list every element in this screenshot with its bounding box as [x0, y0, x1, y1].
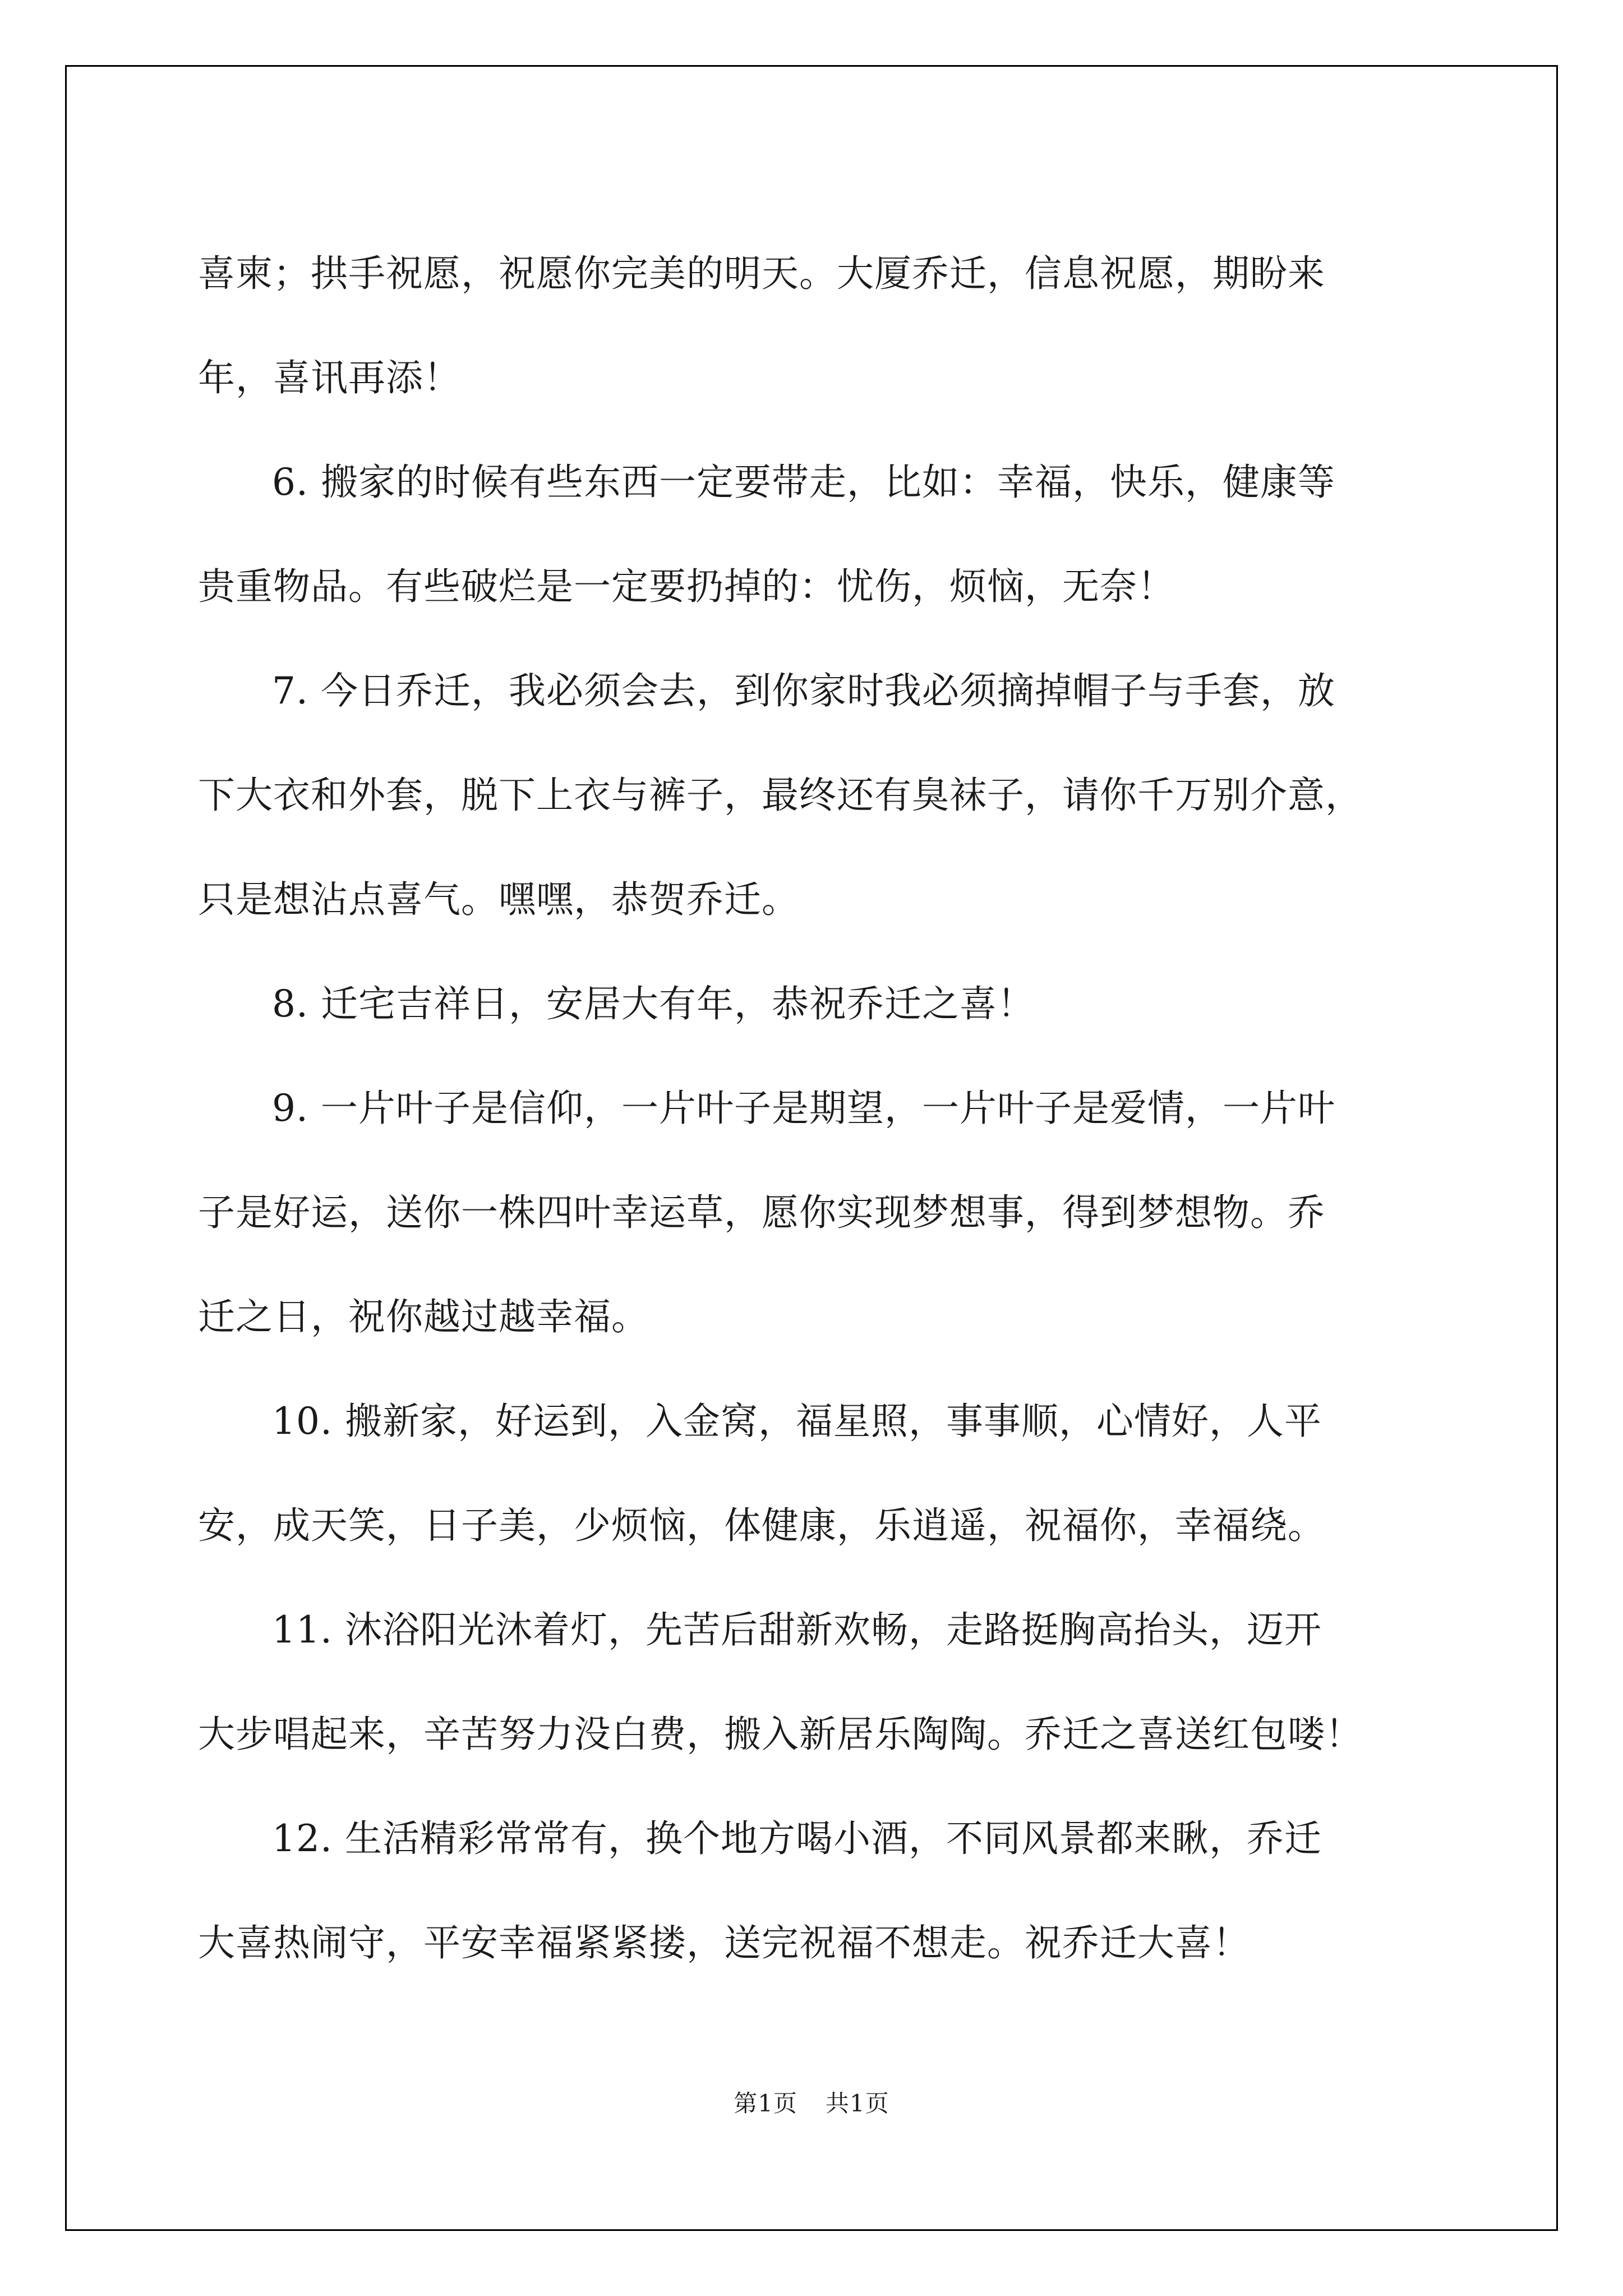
text-line: 6. 搬家的时候有些东西一定要带走，比如：幸福，快乐，健康等 — [272, 461, 1335, 504]
text-line: 11. 沐浴阳光沐着灯，先苦后甜新欢畅，走路挺胸高抬头，迈开 — [272, 1608, 1322, 1651]
text-line: 安，成天笑，日子美，少烦恼，体健康，乐逍遥，祝福你，幸福绕。 — [198, 1504, 1325, 1547]
text-line: 12. 生活精彩常常有，换个地方喝小酒，不同风景都来瞅，乔迁 — [272, 1817, 1322, 1860]
text-line: 9. 一片叶子是信仰，一片叶子是期望，一片叶子是爱情，一片叶 — [272, 1087, 1335, 1130]
text-line: 喜柬；拱手祝愿，祝愿你完美的明天。大厦乔迁，信息祝愿，期盼来 — [198, 252, 1325, 295]
text-line: 7. 今日乔迁，我必须会去，到你家时我必须摘掉帽子与手套，放 — [272, 669, 1335, 712]
paragraph-item-6 — [198, 430, 1432, 639]
paragraph-item-12 — [198, 1787, 1432, 1995]
paragraph-item-8 — [198, 952, 1432, 1056]
paragraph-continuation — [198, 222, 1432, 430]
text-line: 贵重物品。有些破烂是一定要扔掉的：忧伤，烦恼，无奈！ — [198, 565, 1175, 608]
paragraph-item-7 — [198, 639, 1432, 952]
page-total: 共1页 — [826, 2090, 889, 2117]
text-line: 大步唱起来，辛苦努力没白费，搬入新居乐陶陶。乔迁之喜送红包喽！ — [198, 1713, 1363, 1756]
paragraph-item-10 — [198, 1369, 1432, 1578]
document-body — [198, 222, 1432, 1995]
text-line: 下大衣和外套，脱下上衣与裤子，最终还有臭袜子，请你千万别介意， — [198, 774, 1363, 817]
page-footer — [0, 2087, 1623, 2120]
text-line: 只是想沾点喜气。嘿嘿，恭贺乔迁。 — [198, 878, 799, 921]
text-line: 10. 搬新家，好运到，入金窝，福星照，事事顺，心情好，人平 — [272, 1400, 1322, 1443]
text-line: 子是好运，送你一株四叶幸运草，愿你实现梦想事，得到梦想物。乔 — [198, 1191, 1325, 1234]
page-number: 第1页 — [734, 2090, 797, 2117]
text-line: 年，喜讯再添！ — [198, 356, 461, 399]
text-line: 迁之日，祝你越过越幸福。 — [198, 1295, 649, 1338]
paragraph-item-11 — [198, 1578, 1432, 1787]
text-line: 大喜热闹守，平安幸福紧紧搂，送完祝福不想走。祝乔迁大喜！ — [198, 1921, 1250, 1964]
paragraph-item-9 — [198, 1056, 1432, 1369]
text-line: 8. 迁宅吉祥日，安居大有年，恭祝乔迁之喜！ — [272, 982, 1035, 1025]
